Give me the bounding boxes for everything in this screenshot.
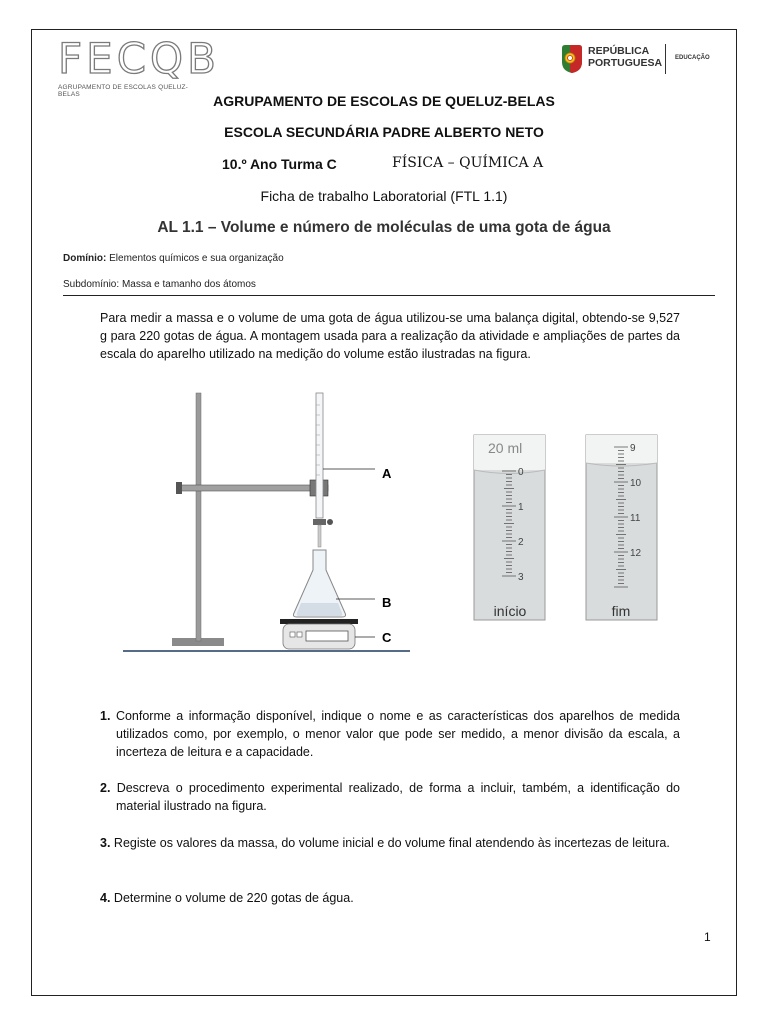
end-tick-label: 12: [630, 548, 642, 559]
label-a: A: [382, 466, 392, 481]
school-group-title: AGRUPAMENTO DE ESCOLAS DE QUELUZ-BELAS: [213, 93, 555, 109]
flag-emblem-icon: [560, 44, 584, 74]
intro-paragraph: Para medir a massa e o volume de uma gota de água utilizou-se uma balança digital, obtendo-se 9,527 g para 220 gotas de água. A montagem usada para a realização da atividade e ampliações de partes da escala do aparelho utilizado na medição do volume estão ilustradas na figura.: [100, 311, 680, 361]
start-tick-label: 0: [518, 467, 524, 478]
domain-line: Domínio: Elementos químicos e sua organização: [63, 253, 284, 264]
clamp-arm: [178, 485, 328, 491]
subject-label: FÍSICA – QUÍMICA A: [392, 155, 544, 171]
government-separator: [665, 44, 666, 74]
government-department: EDUCAÇÃO: [675, 55, 710, 61]
end-tick-label: 9: [630, 443, 636, 454]
end-tick-label: 11: [630, 513, 641, 524]
stopcock-handle: [327, 519, 333, 525]
government-logo: [560, 44, 710, 76]
clamp-knob: [176, 482, 182, 494]
government-name: REPÚBLICA PORTUGUESA: [588, 45, 663, 69]
start-tick-label: 2: [518, 537, 524, 548]
school-logo-letters: FECQB: [58, 34, 220, 83]
question-3: 3. Registe os valores da massa, do volume inicial e do volume final atendendo às incertezas de leitura.: [100, 836, 670, 850]
start-caption: início: [493, 603, 527, 619]
lab-setup-figure: [110, 385, 670, 665]
start-tick-label: 1: [518, 502, 524, 513]
burette-tip: [318, 525, 321, 547]
burette-stopcock: [313, 519, 326, 525]
question-4: 4. Determine o volume de 220 gotas de água.: [100, 891, 354, 905]
question-1: 1. Conforme a informação disponível, indique o nome e as características dos aparelhos de medida utilizados como, por exemplo, o menor valor que pode ser medido, a menor divisão da escala, a incerteza de leitura e a capacidade.: [100, 709, 680, 759]
label-b: B: [382, 595, 392, 610]
stand-rod: [196, 393, 201, 641]
page-number: 1: [704, 930, 711, 944]
end-scale-zoom: [586, 435, 657, 620]
balance-display: [306, 631, 348, 641]
start-tick-label: 3: [518, 572, 524, 583]
subdomain-line: Subdomínio: Massa e tamanho dos átomos: [63, 279, 256, 290]
activity-title: AL 1.1 – Volume e número de moléculas de uma gota de água: [157, 219, 611, 236]
header-divider: [63, 295, 715, 296]
end-tick-label: 10: [630, 478, 642, 489]
end-caption: fim: [611, 603, 631, 619]
worksheet-title: Ficha de trabalho Laboratorial (FTL 1.1): [260, 188, 508, 204]
balance-button: [297, 632, 302, 637]
question-2: 2. Descreva o procedimento experimental realizado, de forma a incluir, também, a identificação do material ilustrado na figura.: [100, 781, 680, 813]
balance-button: [290, 632, 295, 637]
school-logo: [58, 34, 220, 98]
start-scale-zoom: [474, 435, 545, 620]
class-label: 10.º Ano Turma C: [222, 156, 337, 172]
burette-tube: [316, 393, 323, 518]
flask-water: [297, 603, 343, 616]
label-c: C: [382, 630, 392, 645]
school-title: ESCOLA SECUNDÁRIA PADRE ALBERTO NETO: [224, 124, 544, 140]
start-capacity-label: 20 ml: [488, 440, 523, 456]
balance-pan: [280, 619, 358, 624]
school-logo-subtitle: AGRUPAMENTO DE ESCOLAS QUELUZ-BELAS: [58, 84, 189, 98]
